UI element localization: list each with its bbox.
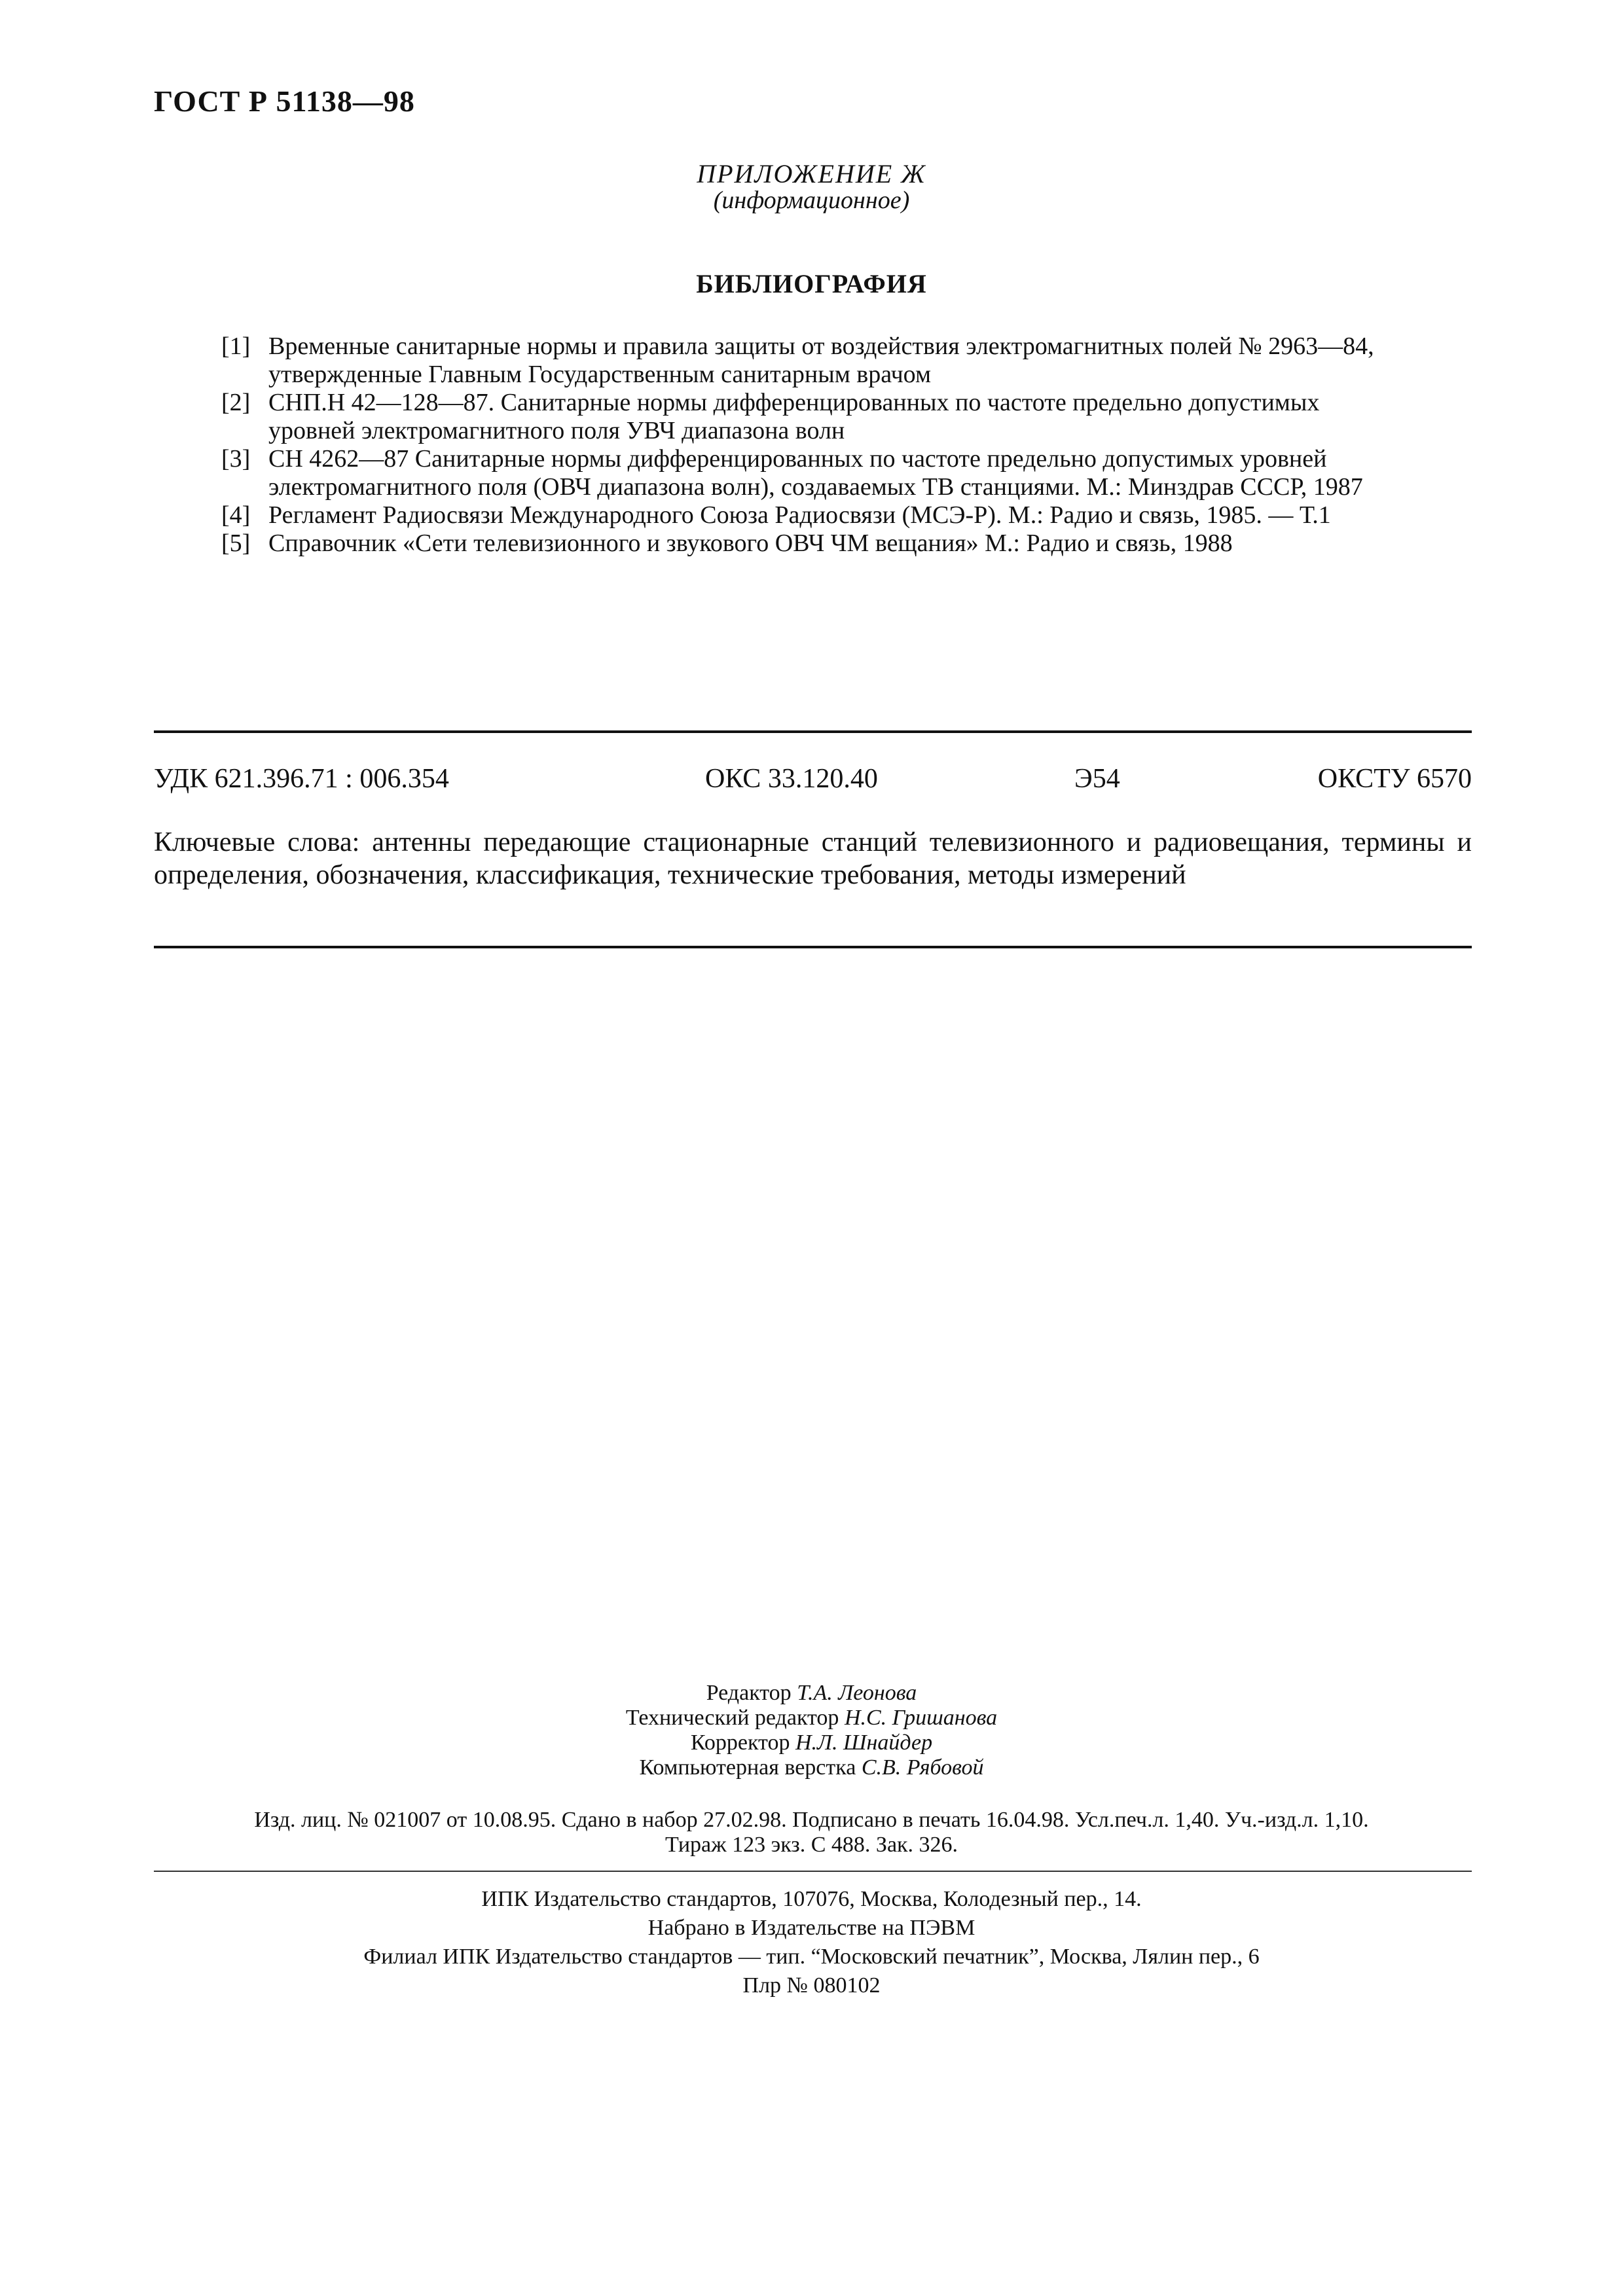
keywords-text: Ключевые слова: антенны передающие стационарные станций телевизионного и радиовещания, термины и определения, обозначения, классификация, технические требования, методы измерений xyxy=(154,827,1472,890)
standard-code: ГОСТ Р 51138—98 xyxy=(154,84,415,118)
corrector-line xyxy=(0,1731,1623,1755)
tech-editor-line xyxy=(0,1706,1623,1731)
tech-editor-label: Технический редактор xyxy=(625,1706,839,1730)
publisher-line: ИПК Издательство стандартов, 107076, Москва, Колодезный пер., 14. xyxy=(481,1887,1142,1911)
bibliography-item-text: Регламент Радиосвязи Международного Союза Радиосвязи (МСЭ-Р). М.: Радио и связь, 1985. — Т.1 xyxy=(268,501,1331,529)
print-info-line: Тираж 123 экз. С 488. Зак. 326. xyxy=(665,1833,958,1857)
bibliography-item-number: [2] xyxy=(221,389,251,416)
bibliography-item-text: уровней электромагнитного поля УВЧ диапазона волн xyxy=(268,417,845,444)
bibliography-item-number: [5] xyxy=(221,529,251,557)
bibliography-item-text: СНП.Н 42—128—87. Санитарные нормы дифференцированных по частоте предельно допустимых xyxy=(268,389,1320,416)
layout-name: С.В. Рябовой xyxy=(861,1755,984,1780)
bibliography-item-text: утвержденные Главным Государственным санитарным врачом xyxy=(268,361,932,388)
layout-line xyxy=(0,1755,1623,1780)
corrector-label: Корректор xyxy=(690,1731,790,1755)
udk-code: УДК 621.396.71 : 006.354 xyxy=(154,764,449,794)
divider-thin xyxy=(154,1871,1472,1872)
bibliography-item-number: [1] xyxy=(221,332,251,360)
credits-block xyxy=(0,1681,1623,1780)
layout-label: Компьютерная верстка xyxy=(639,1755,856,1780)
bibliography-list xyxy=(221,332,1478,558)
editor-line xyxy=(0,1681,1623,1706)
oks-code: ОКС 33.120.40 xyxy=(705,764,878,794)
bibliography-title: БИБЛИОГРАФИЯ xyxy=(696,269,927,298)
editor-label: Редактор xyxy=(706,1681,792,1705)
bibliography-item xyxy=(221,389,1478,445)
e-code: Э54 xyxy=(1074,764,1120,794)
bibliography-item xyxy=(221,529,1478,558)
publisher-line: Набрано в Издательстве на ПЭВМ xyxy=(647,1916,976,1940)
appendix-subtitle: (информационное) xyxy=(713,187,910,214)
publisher-block xyxy=(0,1885,1623,2000)
tech-editor-name: Н.С. Гришанова xyxy=(844,1706,998,1730)
okstu-code: ОКСТУ 6570 xyxy=(1317,764,1472,794)
bibliography-item-number: [4] xyxy=(221,501,251,529)
print-info-block xyxy=(0,1808,1623,1857)
bibliography-item xyxy=(221,501,1478,529)
publisher-line: Филиал ИПК Издательство стандартов — тип. “Московский печатник”, Москва, Лялин пер., 6 xyxy=(363,1945,1260,1969)
bibliography-item xyxy=(221,332,1478,389)
bibliography-item xyxy=(221,445,1478,501)
print-info-line: Изд. лиц. № 021007 от 10.08.95. Сдано в набор 27.02.98. Подписано в печать 16.04.98. Усл.печ.л. 1,40. Уч.-изд.л. 1,10. xyxy=(254,1808,1369,1832)
appendix-title: ПРИЛОЖЕНИЕ Ж xyxy=(697,159,926,188)
bibliography-item-text: Временные санитарные нормы и правила защиты от воздействия электромагнитных полей № 2963—84, xyxy=(268,332,1374,360)
bibliography-item-number: [3] xyxy=(221,445,251,473)
classification-row xyxy=(154,763,1472,797)
bibliography-item-text: электромагнитного поля (ОВЧ диапазона волн), создаваемых ТВ станциями. М.: Минздрав СССР, 1987 xyxy=(268,473,1363,501)
editor-name: Т.А. Леонова xyxy=(797,1681,917,1705)
divider-top xyxy=(154,730,1472,733)
bibliography-item-text: СН 4262—87 Санитарные нормы дифференцированных по частоте предельно допустимых уровней xyxy=(268,445,1327,473)
corrector-name: Н.Л. Шнайдер xyxy=(795,1731,933,1755)
divider-bottom xyxy=(154,946,1472,948)
bibliography-item-text: Справочник «Сети телевизионного и звукового ОВЧ ЧМ вещания» М.: Радио и связь, 1988 xyxy=(268,529,1233,557)
publisher-line: Плр № 080102 xyxy=(742,1973,881,1998)
